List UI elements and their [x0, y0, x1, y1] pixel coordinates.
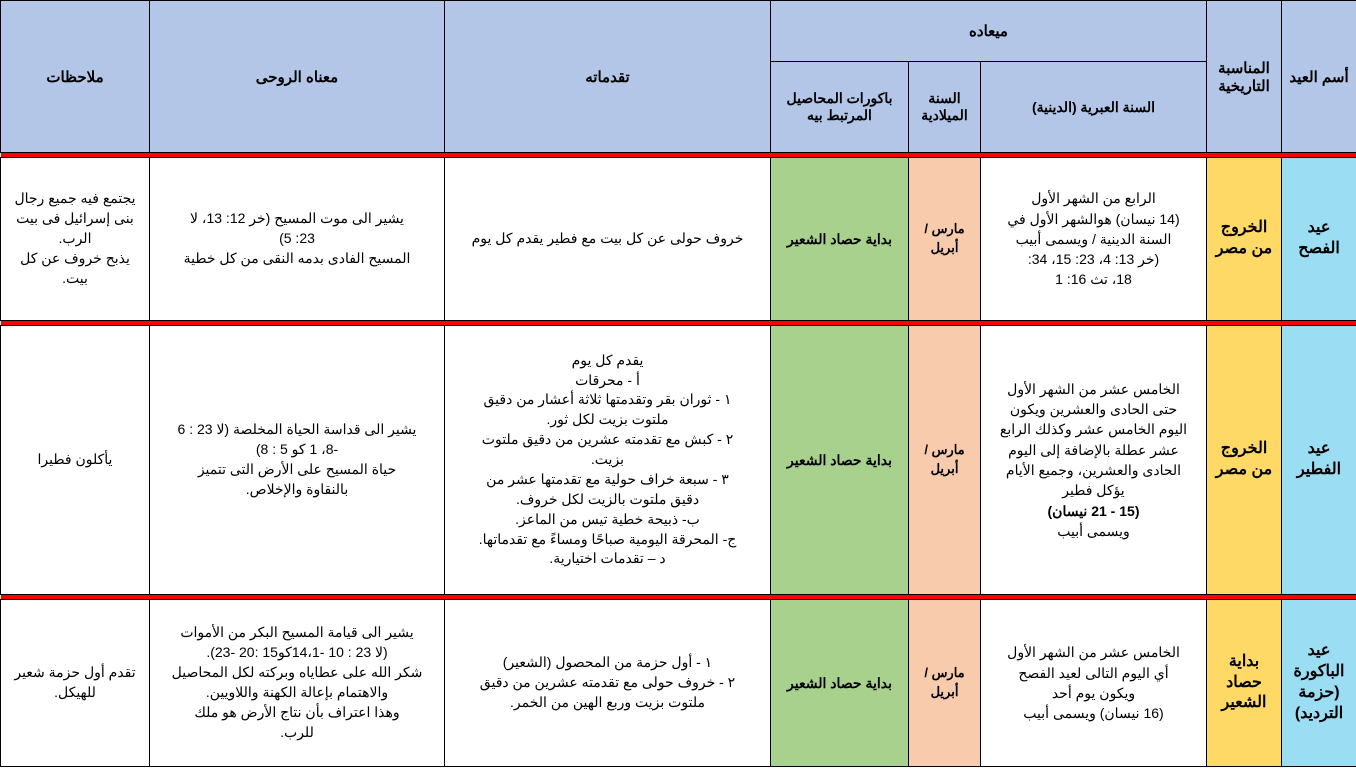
spiritual-meaning-line: يشير الى قداسة الحياة المخلصة (لا 23 : 6 [177, 421, 417, 438]
header-harvest: باكورات المحاصيل المرتبط بيه [771, 62, 909, 153]
table-body [1, 153, 1356, 767]
notes-line: بنى إسرائيل فى بيت [16, 210, 134, 227]
header-spiritual-meaning: معناه الروحى [150, 1, 445, 153]
offerings-line: بزيت. [590, 451, 625, 468]
notes-line: تقدم أول حزمة شعير [14, 664, 136, 681]
offerings-line: دقيق ملتوت بالزيت لكل خروف. [515, 490, 700, 507]
hebrew-date-line: (15 - 21 نيسان) [1047, 502, 1140, 519]
offerings-line: ب- ذبيحة خطية تيس من الماعز. [515, 510, 700, 527]
header-timing: ميعاده [771, 1, 1207, 62]
hebrew-date-line: اليوم الخامس عشر وكذلك الرابع [999, 421, 1188, 438]
table-row [1, 600, 1356, 767]
offerings-line: ١ - أول حزمة من المحصول (الشعير) [502, 654, 713, 671]
occasion-cell: الخروج من مصر [1207, 326, 1282, 595]
hebrew-date-cell [981, 600, 1207, 767]
feast-name-cell: عيد الفطير [1282, 326, 1356, 595]
gregorian-date-cell: مارس / أبريل [909, 158, 981, 321]
spiritual-meaning-line: وهذا اعتراف بأن نتاج الأرض هو ملك [194, 703, 400, 720]
spiritual-meaning-line: شكر الله على عطاياه وبركته لكل المحاصيل [171, 664, 423, 681]
offerings-cell [445, 600, 771, 767]
notes-line: يذبح خروف عن كل [20, 249, 130, 266]
spiritual-meaning-line: حياة المسيح على الأرض التى تتميز [197, 461, 397, 477]
header-gregorian-year: السنة الميلادية [909, 62, 981, 153]
offerings-line: ١ - ثوران بقر وتقدمتها ثلاثة أعشار من دقيق [483, 391, 732, 408]
hebrew-date-line: حتى الحادى والعشرين ويكون [1009, 401, 1178, 418]
header-row-top [1, 1, 1356, 62]
spiritual-meaning-line: 23: 5) [279, 230, 315, 247]
hebrew-date-line: (16 نيسان) ويسمى أبيب [1023, 705, 1164, 722]
hebrew-date-line: 18، تث 16: 1 [1055, 271, 1132, 288]
hebrew-date-line: (خر 13: 4، 23: 15، 34: [1027, 251, 1160, 268]
table-row [1, 326, 1356, 595]
offerings-cell [445, 158, 771, 321]
hebrew-date-line: ويسمى أبيب [1057, 522, 1130, 539]
hebrew-date-line: ويكون يوم أحد [1051, 685, 1136, 701]
hebrew-date-line: السنة الدينية / ويسمى أبيب [1015, 230, 1172, 247]
offerings-line: ج- المحرقة اليومية صباحًا ومساءً مع تقدماتها. [478, 530, 737, 547]
spiritual-meaning-cell [150, 600, 445, 767]
header-feast-name: أسم العيد [1282, 1, 1356, 153]
offerings-line: ملتوت بزيت لكل ثور. [546, 411, 669, 428]
hebrew-date-line: أي اليوم التالى لعيد الفصح [1018, 664, 1169, 681]
harvest-cell: بداية حصاد الشعير [771, 158, 909, 321]
hebrew-date-line: (14 نيسان) هوالشهر الأول في [1007, 210, 1180, 227]
gregorian-date-cell: مارس / أبريل [909, 326, 981, 595]
spiritual-meaning-cell [150, 158, 445, 321]
offerings-line: يقدم كل يوم [571, 351, 644, 368]
spiritual-meaning-line: للرب. [280, 723, 314, 740]
offerings-cell [445, 326, 771, 595]
hebrew-date-line: الحادى والعشرين، وجميع الأيام [1005, 462, 1182, 478]
gregorian-date-cell: مارس / أبريل [909, 600, 981, 767]
notes-line: يأكلون فطيرا [37, 451, 113, 468]
hebrew-date-line: الخامس عشر من الشهر الأول [1007, 380, 1180, 397]
header-notes: ملاحظات [1, 1, 150, 153]
header-hebrew-year: السنة العبرية (الدينية) [981, 62, 1207, 153]
notes-line: يجتمع فيه جميع رجال [14, 190, 136, 207]
hebrew-date-line: يؤكل فطير [1062, 482, 1125, 499]
offerings-line: ملتوت بزيت وربع الهين من الخمر. [510, 693, 705, 710]
offerings-line: ٢ - كبش مع تقدمته عشرين من دقيق ملتوت [481, 431, 734, 448]
table-row [1, 158, 1356, 321]
spiritual-meaning-line: والاهتمام بإعالة الكهنة واللاويين. [205, 684, 389, 700]
notes-cell [1, 326, 150, 595]
offerings-line: خروف حولى عن كل بيت مع فطير يقدم كل يوم [471, 230, 744, 247]
notes-line: الرب. [58, 230, 92, 247]
hebrew-date-line: عشر عطلة بالإضافة إلى اليوم [1008, 441, 1179, 458]
spiritual-meaning-line: يشير الى قيامة المسيح البكر من الأموات [180, 624, 414, 641]
offerings-line: د – تقدمات اختيارية. [549, 550, 666, 567]
notes-cell [1, 158, 150, 321]
spiritual-meaning-cell [150, 326, 445, 595]
feast-name-cell: عيد الفصح [1282, 158, 1356, 321]
occasion-cell: بداية حصاد الشعير [1207, 600, 1282, 767]
feast-name-cell: عيد الباكورة (حزمة الترديد) [1282, 600, 1356, 767]
offerings-line: ٣ - سبعة خراف حولية مع تقدمتها عشر من [486, 470, 729, 487]
spiritual-meaning-line: بالنقاوة والإخلاص. [245, 480, 349, 497]
header-occasion: المناسبة التاريخية [1207, 1, 1282, 153]
hebrew-date-line: الرابع من الشهر الأول [1031, 190, 1156, 207]
spiritual-meaning-line: -8، 1 كو 5 : 8) [255, 441, 339, 458]
notes-line: للهيكل. [54, 684, 96, 700]
header-offerings: تقدماته [445, 1, 771, 153]
harvest-cell: بداية حصاد الشعير [771, 326, 909, 595]
spiritual-meaning-line: المسيح الفادى بدمه النقى من كل خطية [183, 249, 411, 266]
occasion-cell: الخروج من مصر [1207, 158, 1282, 321]
spiritual-meaning-line: (لا 23 : 10 -14،1كو15 :20 -23). [206, 644, 388, 661]
notes-line: بيت. [62, 269, 88, 286]
hebrew-date-line: الخامس عشر من الشهر الأول [1007, 644, 1180, 661]
offerings-line: أ - محرقات [575, 371, 640, 388]
hebrew-date-cell [981, 158, 1207, 321]
notes-cell [1, 600, 150, 767]
hebrew-date-cell [981, 326, 1207, 595]
offerings-line: ٢ - خروف حولى مع تقدمته عشرين من دقيق [479, 674, 736, 691]
spiritual-meaning-line: يشير الى موت المسيح (خر 12: 13، لا [190, 210, 404, 227]
harvest-cell: بداية حصاد الشعير [771, 600, 909, 767]
